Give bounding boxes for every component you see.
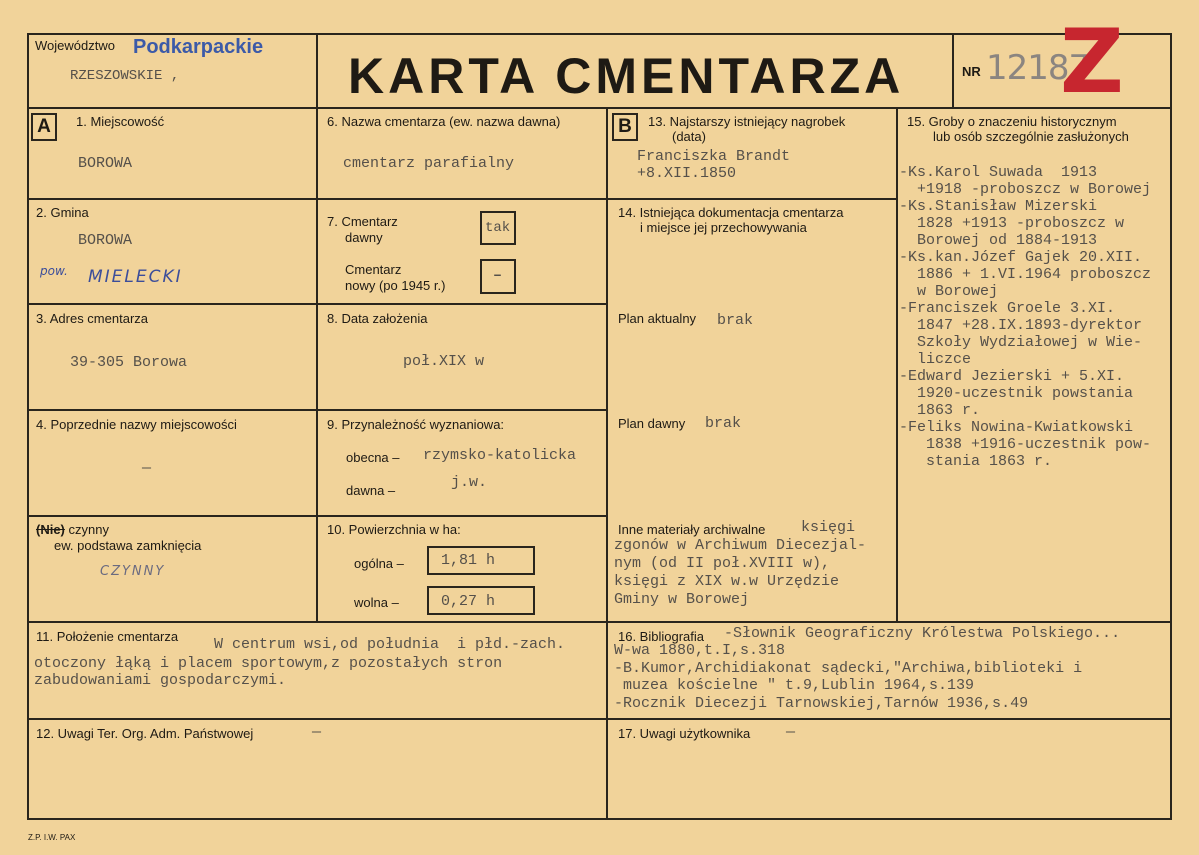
field-7-label2: dawny (345, 230, 383, 245)
field-2-handwritten: MIELECKI (88, 267, 183, 287)
field-7-label: 7. Cmentarz (327, 214, 398, 229)
field-7b-label2: nowy (po 1945 r.) (345, 278, 446, 293)
inne-line-0: księgi (801, 519, 856, 536)
field-15-label2: lub osób szczególnie zasłużonych (933, 129, 1129, 144)
field-15-line: -Ks.Karol Suwada 1913 (899, 164, 1098, 181)
plan-aktualny-label: Plan aktualny (618, 311, 697, 326)
field-10-label: 10. Powierzchnia w ha: (327, 522, 461, 537)
field-5-handwritten: CZYNNY (100, 564, 166, 579)
field-16-label: 16. Bibliografia (618, 629, 704, 644)
inne-line-2: nym (od II poł.XVIII w), (614, 555, 831, 572)
field-11-line: W centrum wsi,od południa i płd.-zach. (214, 636, 566, 653)
field-15-line: -Franciszek Groele 3.XI. (899, 300, 1116, 317)
field-16-line: muzea kościelne " t.9,Lublin 1964,s.139 (614, 677, 975, 694)
field-6-label: 6. Nazwa cmentarza (ew. nazwa dawna) (327, 114, 561, 129)
field-10-wolna-value: 0,27 h (441, 593, 496, 610)
field-11-label: 11. Położenie cmentarza (36, 629, 179, 644)
nr-value: 12187 (986, 48, 1090, 88)
field-2-pow: pow. (40, 264, 68, 278)
field-1-label: 1. Miejscowość (76, 114, 165, 129)
inne-line-1: zgonów w Archiwum Diecezjal- (614, 537, 867, 554)
wojewodztwo-label: Województwo (35, 38, 115, 53)
field-10-ogolna-label: ogólna – (354, 556, 404, 571)
plan-dawny-value: brak (705, 415, 742, 432)
field-15-line: 1920-uczestnik powstania (899, 385, 1134, 402)
field-16-line: W-wa 1880,t.I,s.318 (614, 642, 786, 659)
field-15-line: liczce (899, 351, 972, 368)
field-7-value: tak (485, 220, 511, 236)
field-10-ogolna-box[interactable] (427, 546, 535, 575)
field-15-line: 1886 + 1.VI.1964 proboszcz (899, 266, 1152, 283)
field-14-label2: i miejsce jej przechowywania (640, 220, 807, 235)
field-4-value: — (142, 460, 152, 477)
field-15-line: -Edward Jezierski + 5.XI. (899, 368, 1125, 385)
field-15-line: 1838 +1916-uczestnik pow- (899, 436, 1152, 453)
field-2-label: 2. Gmina (36, 205, 89, 220)
field-10-wolna-box[interactable] (427, 586, 535, 615)
field-7b-checkbox[interactable] (480, 259, 516, 294)
field-13-line2: +8.XII.1850 (637, 165, 737, 182)
field-6-value: cmentarz parafialny (343, 155, 515, 172)
field-13-line1: Franciszka Brandt (637, 148, 791, 165)
field-15-line: stania 1863 r. (899, 453, 1053, 470)
field-15-label: 15. Groby o znaczeniu historycznym (907, 114, 1117, 129)
field-15-line: +1918 -proboszcz w Borowej (899, 181, 1152, 198)
wojewodztwo-stamp: Podkarpackie (133, 36, 264, 58)
field-17-value: — (786, 724, 796, 741)
field-15-line: Borowej od 1884-1913 (899, 232, 1098, 249)
page-title: KARTA CMENTARZA (348, 48, 905, 104)
field-12-value: — (312, 724, 322, 741)
plan-dawny-label: Plan dawny (618, 416, 686, 431)
section-a-letter: A (31, 113, 57, 141)
field-15-line: Szkoły Wydziałowej w Wie- (899, 334, 1143, 351)
field-17-label: 17. Uwagi użytkownika (618, 726, 751, 741)
field-9-dawna-value: j.w. (451, 474, 488, 491)
field-1-value: BOROWA (78, 155, 133, 172)
field-9-dawna-label: dawna – (346, 483, 396, 498)
field-7-checkbox[interactable] (480, 211, 516, 245)
field-9-obecna-value: rzymsko-katolicka (423, 447, 577, 464)
field-4-label: 4. Poprzednie nazwy miejscowości (36, 417, 237, 432)
field-8-label: 8. Data założenia (327, 311, 428, 326)
field-15-list (899, 164, 1169, 470)
nr-label: NR (962, 64, 981, 79)
field-5-czynny: czynny (64, 522, 109, 537)
z-mark: Z (1060, 10, 1124, 113)
field-7b-label: Cmentarz (345, 262, 402, 277)
field-3-value: 39-305 Borowa (70, 354, 188, 371)
field-9-label: 9. Przynależność wyznaniowa: (327, 417, 505, 432)
wojewodztwo-old-value: RZESZOWSKIE , (70, 68, 180, 84)
field-8-value: poł.XIX w (403, 353, 485, 370)
section-b-letter: B (612, 113, 638, 141)
field-5-label-line2: ew. podstawa zamknięcia (54, 538, 202, 553)
field-5-nie: (Nie) (36, 522, 65, 537)
field-15-line: -Feliks Nowina-Kwiatkowski (899, 419, 1134, 436)
field-13-label: 13. Najstarszy istniejący nagrobek (648, 114, 846, 129)
field-14-label: 14. Istniejąca dokumentacja cmentarza (618, 205, 844, 220)
field-12-label: 12. Uwagi Ter. Org. Adm. Państwowej (36, 726, 254, 741)
field-15-line: w Borowej (899, 283, 999, 300)
inne-materialy-label: Inne materiały archiwalne (618, 522, 766, 537)
field-7b-value: – (493, 267, 503, 284)
field-15-line: 1847 +28.IX.1893-dyrektor (899, 317, 1143, 334)
inne-line-4: Gminy w Borowej (614, 591, 750, 608)
field-15-line: -Ks.kan.Józef Gajek 20.XII. (899, 249, 1143, 266)
printer-mark: Z.P. I.W. PAX (28, 833, 76, 842)
field-11-line: zabudowaniami gospodarczymi. (34, 672, 287, 689)
field-11-line: otoczony łąką i placem sportowym,z pozostałych stron (34, 655, 503, 672)
field-16-line: -Słownik Geograficzny Królestwa Polskiego... (724, 625, 1121, 642)
field-5-label (36, 522, 109, 537)
field-15-line: 1863 r. (899, 402, 981, 419)
inne-line-3: księgi z XIX w.w Urzędzie (614, 573, 840, 590)
field-3-label: 3. Adres cmentarza (36, 311, 148, 326)
field-15-line: -Ks.Stanisław Mizerski (899, 198, 1098, 215)
field-16-line: -B.Kumor,Archidiakonat sądecki,"Archiwa,biblioteki i (614, 660, 1083, 677)
plan-aktualny-value: brak (717, 312, 754, 329)
field-9-obecna-label: obecna – (346, 450, 400, 465)
field-10-wolna-label: wolna – (354, 595, 399, 610)
field-15-line: 1828 +1913 -proboszcz w (899, 215, 1125, 232)
field-2-value: BOROWA (78, 232, 133, 249)
field-10-ogolna-value: 1,81 h (441, 552, 496, 569)
field-13-label2: (data) (672, 129, 706, 144)
field-16-line: -Rocznik Diecezji Tarnowskiej,Tarnów 1936,s.49 (614, 695, 1029, 712)
